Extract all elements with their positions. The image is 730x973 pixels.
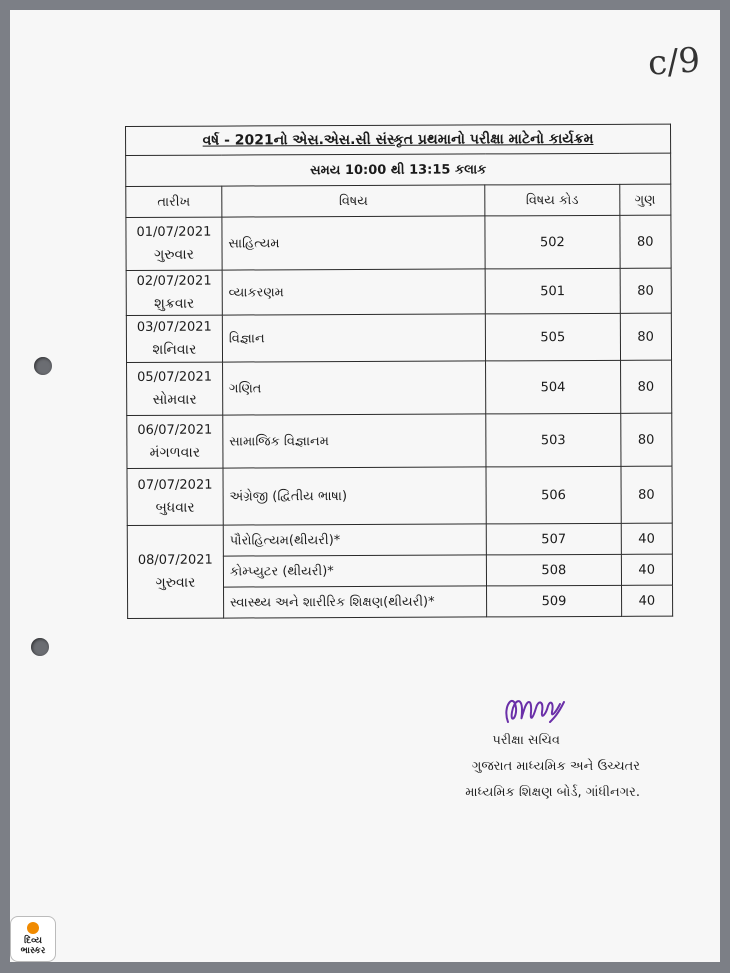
header-date: તારીખ	[126, 186, 222, 217]
sun-icon	[27, 922, 39, 934]
table-row	[127, 413, 672, 468]
subject-cell: કોમ્પ્યુટર (થીયરી)*	[223, 555, 487, 587]
table-row	[126, 268, 671, 315]
designation: પરીક્ષા સચિવ	[492, 733, 560, 748]
punch-hole-bottom	[31, 638, 49, 656]
subject-cell: પૌરોહિત્યમ(થીયરી)*	[223, 524, 487, 556]
table-row	[126, 215, 671, 270]
marks-cell: 40	[621, 585, 673, 616]
header-code: વિષય કોડ	[485, 184, 619, 216]
date-cell: 05/07/2021 સોમવાર	[127, 362, 223, 415]
exam-schedule-table	[125, 124, 673, 619]
date-cell: 06/07/2021 મંગળવાર	[127, 415, 223, 468]
date-cell: 07/07/2021 બુધવાર	[127, 468, 223, 525]
code-cell: 501	[485, 268, 619, 314]
code-cell: 508	[487, 554, 621, 586]
marks-cell: 80	[620, 268, 672, 313]
punch-hole-top	[34, 357, 52, 375]
org-line-2: માધ્યમિક શિક્ષણ બોર્ડ, ગાંધીનગર.	[465, 785, 640, 800]
subject-cell: સાહિત્યમ	[222, 216, 486, 270]
header-subject: વિષય	[222, 185, 486, 217]
table-header-row	[126, 184, 671, 217]
code-cell: 502	[485, 215, 619, 269]
subject-cell: ગણિત	[222, 361, 486, 415]
table-row	[127, 523, 672, 556]
date-cell: 01/07/2021 ગુરુવાર	[126, 217, 222, 270]
date-cell: 02/07/2021 શુક્રવાર	[126, 270, 222, 315]
code-cell: 504	[486, 360, 620, 414]
subject-cell: વ્યાકરણમ	[222, 269, 486, 315]
table-row	[127, 360, 672, 415]
subject-cell: અંગ્રેજી (દ્વિતીય ભાષા)	[223, 467, 487, 525]
code-cell: 509	[487, 585, 621, 617]
marks-cell: 80	[620, 360, 672, 413]
signature	[500, 688, 572, 732]
subject-cell: વિજ્ઞાન	[222, 314, 486, 362]
table-row	[126, 313, 671, 362]
handwritten-page-mark: c/9	[646, 40, 702, 84]
header-marks: ગુણ	[619, 184, 671, 215]
subject-cell: સ્વાસ્થ્ય અને શારીરિક શિક્ષણ(થીયરી)*	[223, 586, 487, 618]
code-cell: 503	[486, 413, 620, 467]
code-cell: 505	[486, 313, 620, 361]
divya-bhaskar-logo: દિવ્ય ભાસ્કર	[10, 916, 56, 962]
date-cell: 03/07/2021 શનિવાર	[126, 315, 222, 362]
code-cell: 507	[487, 523, 621, 555]
date-cell: 08/07/2021 ગુરુવાર	[127, 525, 223, 618]
marks-cell: 40	[621, 554, 673, 585]
signoff-block	[430, 728, 640, 806]
exam-time: સમય 10:00 થી 13:15 કલાક	[126, 153, 671, 186]
marks-cell: 40	[621, 523, 673, 554]
code-cell: 506	[486, 466, 620, 524]
marks-cell: 80	[620, 313, 672, 360]
marks-cell: 80	[619, 215, 671, 268]
schedule-title: વર્ષ - 2021નો એસ.એસ.સી સંસ્કૃત પ્રથમાનો પરીક્ષા માટેનો કાર્યક્રમ	[126, 124, 671, 155]
marks-cell: 80	[620, 466, 672, 523]
table-row	[127, 466, 672, 525]
subject-cell: સામાજિક વિજ્ઞાનમ	[223, 414, 487, 468]
marks-cell: 80	[620, 413, 672, 466]
org-line-1: ગુજરાત માધ્યમિક અને ઉચ્ચતર	[471, 759, 640, 774]
